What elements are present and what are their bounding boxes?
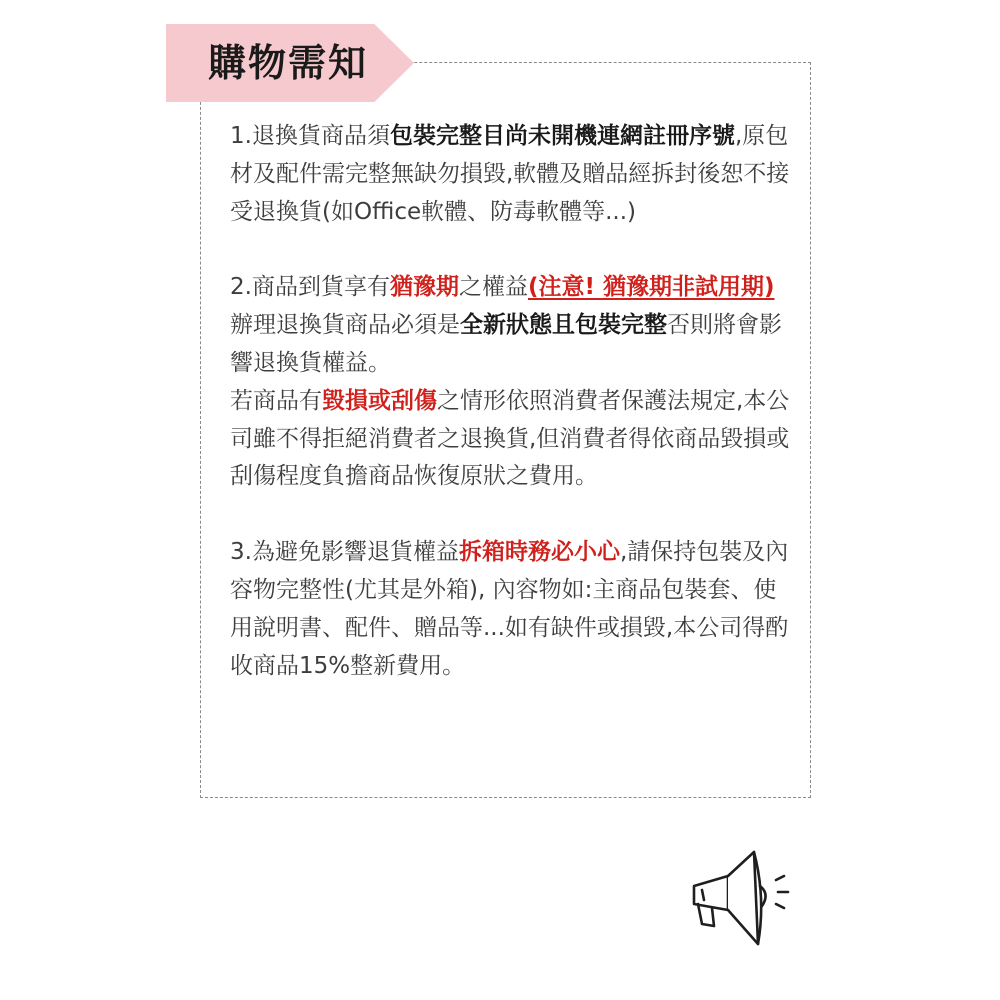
highlight-warning: (注意! 猶豫期非試用期) [527,274,775,301]
notice-item-2b: 若商品有毀損或刮傷之情形依照消費者保護法規定,本公司雖不得拒絕消費者之退換貨,但消費者得依商品毀損或刮傷程度負擔商品恢復原狀之費用。 [230,387,790,490]
highlight-packaging: 包裝完整目尚未開機連網註冊序號 [389,123,735,149]
highlight-cooling-period: 猶豫期 [389,274,459,301]
notice-item-3: 3.為避免影響退貨權益拆箱時務必小心,請保持包裝及內容物完整性(尤其是外箱), 內容物如:主商品包裝套、使用說明書、配件、贈品等...如有缺件或損毀,本公司得酌收商品15%整新費用。 [230,539,789,679]
notice-item-2: 2.商品到貨享有猶豫期之權益(注意! 猶豫期非試用期)辦理退換貨商品必須是全新狀態且包裝完整否則將會影響退換貨權益。 [230,274,782,376]
highlight-damage: 毀損或刮傷 [322,387,437,414]
notice-content [230,118,790,685]
highlight-new-condition: 全新狀態且包裝完整 [460,312,667,339]
page-title: 購物需知 [208,41,369,85]
megaphone-icon [684,846,796,946]
notice-item-1: 1.退換貨商品須包裝完整目尚未開機連網註冊序號,原包材及配件需完整無缺勿損毀,軟體及贈品經拆封後恕不接受退換貨(如Office軟體、防毒軟體等...) [230,123,790,225]
highlight-unbox-carefully: 拆箱時務必小心 [458,539,620,566]
